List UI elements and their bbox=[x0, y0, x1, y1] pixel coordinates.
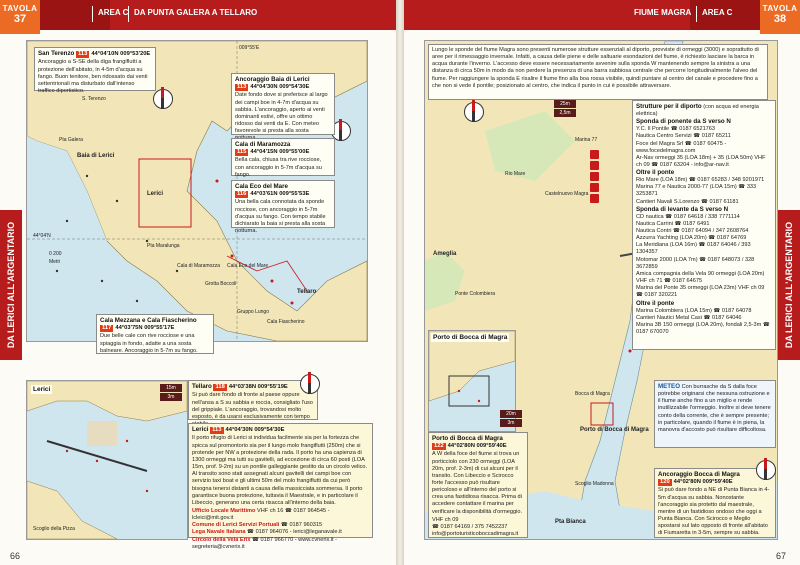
map-label-gruppo-lungo: Gruppo Lungo bbox=[237, 309, 269, 315]
box-text: Si può dare fondo a NE di Punta Bianca in 4-5m d'acqua su sabbia. Nonostante l'ancoraggio sia protetto dal maestrale, mentre di un fastidioso ondoso che oggi a Punta Bianca. Con Scirocco e Meglio spostarsi sul lato opposto di fronte all'abitato di Fiumaretta in 3-5m, sempre su sabbia. bbox=[658, 487, 770, 537]
map-label-pta-galera: Pta Galera bbox=[59, 137, 83, 143]
map-label-punta-bianca: Pta Bianca bbox=[555, 519, 586, 525]
anchorage-number: 115 bbox=[237, 148, 247, 155]
left-page-title: DA PUNTA GALERA A TELLARO bbox=[134, 8, 258, 17]
right-tavola-badge bbox=[760, 0, 800, 34]
header-divider bbox=[696, 6, 697, 22]
map-scale-unit: Metri bbox=[49, 259, 61, 265]
fuel-icon bbox=[590, 161, 599, 170]
structure-item: Nautica Carrini ☎ 0187 6491 bbox=[636, 220, 710, 227]
map-label-rio-mare: Rio Mare bbox=[505, 171, 526, 177]
structure-item: Y.C. Il Pontile ☎ 0187 6521763 bbox=[636, 126, 716, 133]
structure-item: Rio Mare (LOA 18m) ☎ 0187 65283 / 348 9201971 bbox=[636, 177, 765, 184]
compass-rose-icon bbox=[756, 460, 776, 480]
contact-info: ☎ 0187 966770 - www.cvnerix.it - segreteria@cvnerix.it bbox=[192, 536, 338, 550]
right-area-label: AREA C bbox=[702, 8, 733, 17]
contact-name: Circolo della Vela Erix bbox=[192, 536, 251, 543]
box-text: Bella cala, chiusa tra rive rocciose, con ancoraggio in 5-7m d'acqua su fango. bbox=[235, 157, 322, 178]
side-tab-label: DA LERICI ALL'ARGENTARIO bbox=[6, 221, 16, 349]
box-coordinates: 44°03'38N 009°55'19E bbox=[228, 384, 288, 390]
info-box-porto-bocca bbox=[428, 432, 528, 538]
compass-rose-icon bbox=[464, 102, 484, 122]
box-text: Date fondo dove si preferisce al largo dei campi boe in 4-7m d'acqua su sabbia. L'ancoraggio, aperto ai venti dominanti estivi, offre un ottimo ridosso dai venti da E. Con meteo favorevole si presta alla sosta bbox=[235, 92, 328, 135]
contact-name: Comune di Lerici Servizi Portuali bbox=[192, 522, 280, 529]
box-coordinates: 44°03'75N 009°55'17E bbox=[115, 324, 175, 331]
info-box-tellaro bbox=[188, 380, 318, 420]
vhf-channel: VHF ch 09 bbox=[432, 516, 459, 523]
structure-item: CD nautica ☎ 0187 64618 / 338 7771114 bbox=[636, 213, 740, 220]
box-title: Lerici bbox=[192, 426, 209, 433]
map-label-bocca: Bocca di Magra bbox=[575, 391, 610, 397]
map-scale-values: 0 200 bbox=[49, 251, 62, 257]
inset-title: Porto di Bocca di Magra bbox=[433, 334, 508, 341]
structure-item: Cantieri Navali S.Lorenzo ☎ 0187 61181 bbox=[636, 198, 739, 205]
structure-item: Foce del Magra Srl ☎ 0187 60475 - www.focedelmagra.com bbox=[636, 140, 727, 154]
map-label-lerici: Lerici bbox=[147, 191, 164, 197]
inset-drawing bbox=[27, 381, 187, 539]
map-label-ponte-colombiera: Ponte Colombiera bbox=[455, 291, 496, 297]
box-text: Si può dare fondo di fronte al paese oppure nell'ansa a S su sabbia e roccia, consigliato l'uso del grippiale. L'ancoraggio, trovandosi molto esposto, è da usarsi esclusivamente con tempo bbox=[192, 392, 313, 420]
anchorage-number: 120 bbox=[660, 478, 670, 485]
anchorage-number: 118 bbox=[215, 384, 225, 390]
inset-chart-lerici-port bbox=[26, 380, 188, 540]
structure-item: Marina 3B 150 ormeggi (LOA 20m), fondali 2,5-3m ☎ 0187 670070 bbox=[636, 321, 770, 335]
structures-subheading: (con acqua ed energia elettrica) bbox=[636, 104, 759, 118]
tavola-word: TAVOLA bbox=[2, 4, 38, 13]
info-box-eco-mare bbox=[231, 180, 335, 234]
map-label-ameglia: Ameglia bbox=[433, 251, 457, 257]
anchorage-number: 113 bbox=[77, 51, 88, 57]
map-label-tellaro: Tellaro bbox=[297, 289, 317, 295]
structure-item: Motomar 2000 (LOA 7m) ☎ 0187 648073 / 328 3672859 bbox=[636, 256, 755, 270]
map-label-baia-lerici: Baia di Lerici bbox=[77, 153, 115, 159]
anchorage-number: 117 bbox=[102, 324, 112, 331]
box-coordinates: 44°02'80N 009°59'40E bbox=[673, 478, 733, 485]
box-title: Cala Eco del Mare bbox=[235, 183, 288, 190]
intro-text: Lungo le sponde del fiume Magra sono presenti numerose strutture essenziali al diporto, provviste di ormeggi (3000) e soprattutto di aree per il rimessaggio invernale. Infatti, a causa delle piene e delle saltuarie esondazioni del fiume, è richiesto lasciare la barca in acqua durante l'inverno. L'accesso deve essere necessariamente avvenire sulla sponda W mantenendo sempre la sinistra a una distanza di circa 50m in modo da non perdere la presenza di una barra sabbiosa centrale che percorre longitudinalmente l'alveo del fiume. Per raggiungere la sponda E risalire il fiume fino alla boa rossa visibile, quindi puntare al centro del canale e procedere fino a che non si vede il pontile; posizionato al centro, che indica il punto in cui è possibile attraversare. bbox=[432, 47, 759, 89]
box-title: Ancoraggio Baia di Lerici bbox=[235, 76, 310, 83]
intro-text-box bbox=[428, 44, 768, 100]
depth-value: 3m bbox=[500, 419, 522, 427]
header-divider bbox=[128, 6, 129, 22]
crane-icon bbox=[590, 172, 599, 181]
contact-info: VHF ch 16 ☎ 0187 964545 - lcleici@mit.gov.it bbox=[192, 507, 330, 522]
right-side-tab bbox=[778, 210, 800, 360]
info-box-baia-lerici bbox=[231, 73, 335, 135]
side-tab-label: DA LERICI ALL'ARGENTARIO bbox=[784, 221, 794, 349]
box-text: Due belle cale con rive rocciose e una spiaggia in fondo, adatte a una sosta balneare. Ancoraggio in 5-7m su fango. bbox=[100, 333, 198, 354]
electricity-icon bbox=[590, 194, 599, 203]
anchorage-number: 116 bbox=[237, 190, 247, 197]
group-title: Sponda di levante da S verso N bbox=[636, 205, 729, 213]
map-label-scoglio: Scoglio Madonna bbox=[575, 481, 614, 487]
structure-item: Nautica Contri ☎ 0187 64094 / 347 2608764 bbox=[636, 228, 749, 234]
structure-item: Marina del Ponte 35 ormeggi (LOA 23m) VHF ch 09 ☎ 0187 320221 bbox=[636, 285, 765, 299]
map-longitude: 009°55'E bbox=[239, 45, 260, 51]
structure-item: Amica compagnia della Vela 90 ormeggi (LOA 20m) VHF ch 71 ☎ 0187 64675 bbox=[636, 270, 765, 285]
contact-info: ☎ 0187 960315 bbox=[280, 522, 323, 529]
structures-box bbox=[632, 100, 776, 350]
box-coordinates: 44°04'30N 009°54'30E bbox=[225, 427, 285, 433]
box-coordinates: 44°04'10N 009°53'20E bbox=[91, 51, 151, 57]
anchorage-number: 122 bbox=[434, 442, 444, 449]
map-latitude: 44°04'N bbox=[33, 233, 51, 239]
depth-value: 25m bbox=[554, 100, 576, 108]
structure-item: Ar-Nav ormeggi 35 (LOA 18m) + 35 (LOA 50m) VHF ch 09 ☎ 0187 63204 - info@ar-nav.it bbox=[636, 154, 766, 169]
box-coordinates: 44°03'61N 009°55'53E bbox=[250, 190, 310, 197]
phone-contact: ☎ 0187 64169 / 375 7452237 bbox=[432, 523, 508, 530]
contact-name: Ufficio Locale Marittimo bbox=[192, 507, 256, 514]
depth-badge bbox=[160, 384, 182, 402]
structure-item: Azzurra Yachting (LOA 20m) ☎ 0187 64769 bbox=[636, 235, 747, 242]
tavola-word: TAVOLA bbox=[762, 4, 798, 13]
box-coordinates: 44°04'30N 009°54'30E bbox=[250, 83, 310, 90]
page-number: 67 bbox=[776, 551, 787, 561]
depth-badge bbox=[554, 100, 576, 118]
depth-value: 20m bbox=[500, 410, 522, 418]
structures-heading: Strutture per il diporto bbox=[636, 103, 702, 110]
box-title: Cala di Maramozza bbox=[235, 141, 291, 148]
page-number: 66 bbox=[10, 551, 21, 561]
map-label-s-terenzo: S. Terenzo bbox=[82, 96, 106, 102]
email-contact: info@portoturisticoboccadimagra.it bbox=[432, 531, 519, 538]
left-area-label: AREA C bbox=[98, 8, 129, 17]
group-title: Sponda di ponente da S verso N bbox=[636, 118, 731, 126]
depth-badge bbox=[500, 410, 522, 428]
water-icon bbox=[590, 183, 599, 192]
map-label-cala-fiascherino: Cala Fiascherino bbox=[267, 319, 305, 325]
info-box-san-terenzo bbox=[34, 47, 156, 95]
depth-value: 2,5m bbox=[554, 109, 576, 117]
map-label-pta-maralunga: Pta Maralunga bbox=[147, 243, 180, 249]
services-icon-strip bbox=[590, 150, 599, 203]
right-page-title: FIUME MAGRA bbox=[634, 8, 692, 17]
meteo-text: Con burrasche da S dalla foce potrebbe originarsi che nessuna ostruzione e il fiume anche fino a un miglio e rende inutilizzabile l'ormeggio. Inoltre si deve tenere conto della corrente, che è sempre presente; in particolare, quando il fiume è in piena, la manovra d'accosto può risultare difficoltosa. bbox=[658, 384, 771, 433]
anchorage-number: 113 bbox=[212, 427, 222, 433]
info-box-punta-bianca bbox=[654, 468, 776, 538]
inset-label-scoglio: Scoglio della Pizza bbox=[33, 526, 75, 532]
book-gutter bbox=[396, 0, 404, 565]
right-page bbox=[404, 0, 800, 565]
map-label-porto-bocca: Porto di Bocca di Magra bbox=[580, 427, 649, 433]
map-label-grotta-boccoli: Grotta Boccoli bbox=[205, 281, 237, 287]
box-title: Ancoraggio Bocca di Magra bbox=[658, 471, 740, 478]
meteo-title: METEO bbox=[658, 383, 681, 390]
box-title: Cala Mezzana e Cala Fiascherino bbox=[100, 317, 197, 324]
box-title: Tellaro bbox=[192, 383, 212, 390]
left-tavola-badge bbox=[0, 0, 40, 34]
anchorage-number: 113 bbox=[237, 83, 247, 90]
contact-info: ☎ 0187 964076 - lerici@leganavale.it bbox=[247, 529, 342, 536]
left-side-tab bbox=[0, 210, 22, 360]
meteo-box bbox=[654, 380, 776, 448]
box-text: Il porto rifugio di Lerici si individua facilmente sia per la fortezza che spicca sul promontorio sia per il lungo molo frangiflutti (250m) che si protende per NW a protezione della rada. Il porto ha una capienza di 1300 ormeggi ma tutti su gavitelli, ad eccezione di circa 60 posti (LOA 15m, prof. 9-2m) su un pontile galleggiante gestito da un circolo velico. Al transito sono stati assegnati alcuni gavitelli dei campi boe con servizio taxi boat e gli ultimi 50m del molo frangiflutti da cui però bisogna tenersi distanti a causa della massicciata sommersa. Il porto garantisce buona protezione, tuttavia il Maestrale, e in particolare il Libeccio, generano una certa risacca all'interno della baia. bbox=[192, 435, 368, 506]
box-text: Una bella cala connotata da sponde rocciose, con ancoraggio in 5-7m d'acqua su fango. Con tempo stabile dichiarato la baia si presta alla sosta notturna. bbox=[235, 199, 326, 234]
box-text: Ancoraggio a S-SE della diga frangiflutti a protezione dell'abitato, in 4-5m d'acqua su fango. Buon tenitore, ben ridossato dai venti settentrionali ma disturbato dall'intenso traffico diportistico. bbox=[38, 59, 148, 95]
anchor-icon bbox=[590, 150, 599, 159]
depth-value: 3m bbox=[160, 393, 182, 401]
structure-item: La Meridiana (LOA 16m) ☎ 0187 64046 / 393 1304357 bbox=[636, 242, 751, 256]
compass-rose-icon bbox=[300, 374, 320, 394]
header-divider bbox=[92, 6, 93, 22]
tavola-number: 38 bbox=[773, 13, 787, 25]
map-label-cala-maramozza: Cala di Maramozza bbox=[177, 263, 221, 269]
map-label-castelnuovo: Castelnuovo Magra bbox=[545, 191, 589, 197]
structure-item: Nautica Centro Servizi ☎ 0187 65211 bbox=[636, 133, 731, 140]
info-box-lerici-port bbox=[188, 423, 373, 550]
group-title: Oltre il ponte bbox=[636, 299, 675, 307]
group-title: Oltre il ponte bbox=[636, 169, 675, 177]
box-coordinates: 44°02'80N 009°59'40E bbox=[447, 442, 507, 449]
left-page bbox=[0, 0, 396, 565]
compass-rose-icon bbox=[153, 89, 173, 109]
structure-item: Marina 77 e Nautica 2000-77 (LOA 15m) ☎ 333 3253871 bbox=[636, 184, 757, 198]
structure-item: Marina Colombiera (LOA 15m) ☎ 0187 64078 bbox=[636, 307, 752, 314]
structure-item: Cantieri Nautici Metal Casi ☎ 0187 64046 bbox=[636, 314, 742, 321]
inset-title: Lerici bbox=[33, 386, 51, 393]
map-label-cala-eco: Cala Eco del Mare bbox=[227, 263, 269, 269]
info-box-mezzana bbox=[96, 314, 214, 354]
box-title: Porto di Bocca di Magra bbox=[432, 435, 503, 442]
contact-name: Lega Navale Italiana bbox=[192, 529, 246, 536]
depth-value: 15m bbox=[160, 384, 182, 392]
box-coordinates: 44°04'15N 009°55'00E bbox=[250, 148, 310, 155]
box-text: A W della foce del fiume si trova un porticciolo con 230 ormeggi (LOA 20m, prof. 2-3m) di cui alcuni per il transito. Con Libeccio e Scirocco forte l'accesso può risultare pericoloso e all'interno del porto si crea una fastidiosa risacca. Prima di accedere contattare il marina per verificare la disponibilità d'ormeggio. bbox=[432, 451, 522, 515]
box-title: San Terenzo bbox=[38, 50, 75, 57]
map-label-marina-77: Marina 77 bbox=[575, 137, 598, 143]
tavola-number: 37 bbox=[13, 13, 27, 25]
info-box-maramozza bbox=[231, 138, 335, 176]
